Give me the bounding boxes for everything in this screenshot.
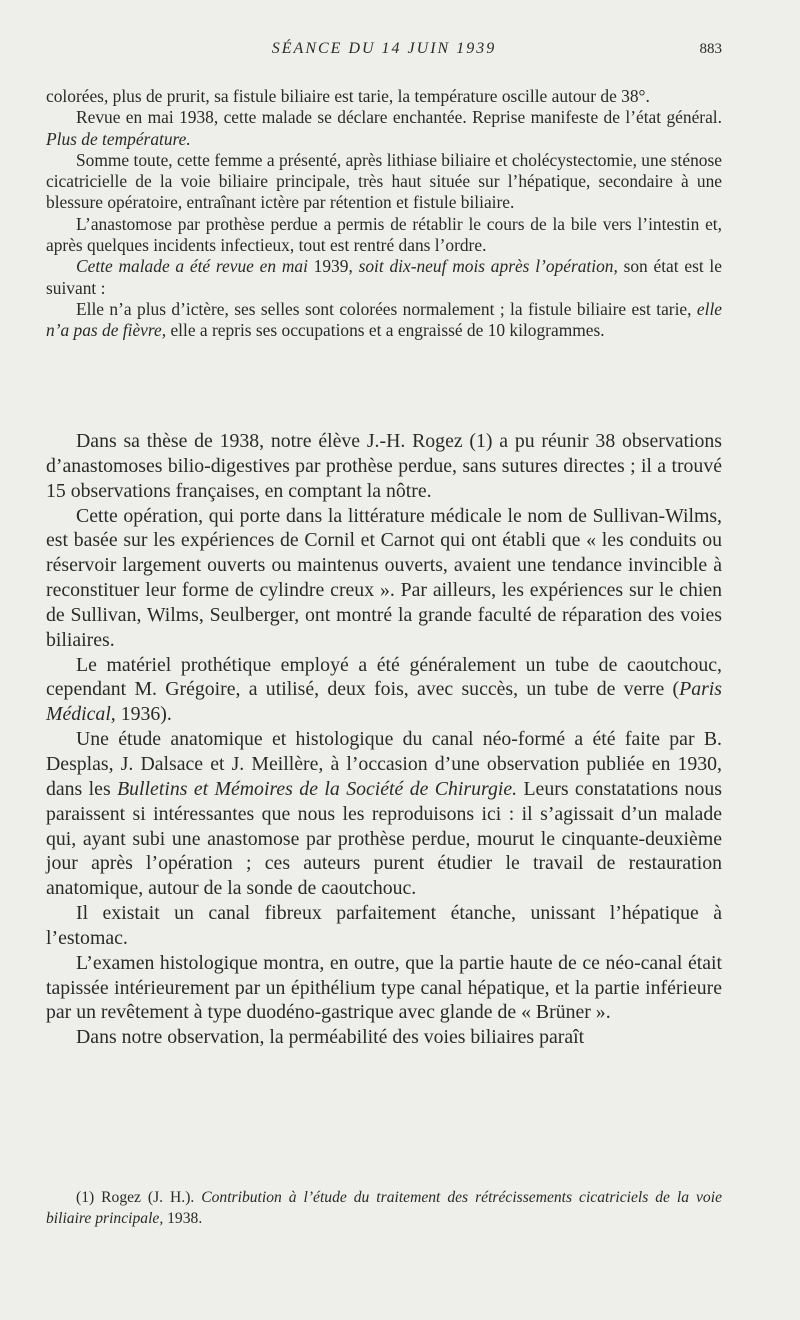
- paragraph: Dans sa thèse de 1938, notre élève J.-H. Rogez (1) a pu réunir 38 observations d’anastomoses bilio-digestives par prothèse perdue, sans sutures directes ; il a trouvé 15 observations françaises, en comptant la nôtre.: [46, 430, 722, 502]
- text-span: 1936).: [115, 703, 172, 726]
- paragraph: Cette opération, qui porte dans la littérature médicale le nom de Sullivan-Wilms, est basée sur les expériences de Cornil et Carnot qui ont établi que « les conduits ou réservoir largement ouverts ou maintenus ouverts, avaient une tendance invincible à reconstituer leur forme de cylindre creux ». Par ailleurs, les expériences sur le chien de Sullivan, Wilms, Seulberger, ont montré la grande faculté de réparation des voies biliaires.: [46, 504, 722, 651]
- text-span: 1939,: [307, 256, 359, 277]
- italic-span: Contribution à l’étude du traitement des rétrécissements cicatriciels de la voie biliaire principale,: [46, 1189, 722, 1227]
- paragraph: Il existait un canal fibreux parfaitement étanche, unissant l’hépatique à l’estomac.: [46, 902, 722, 949]
- italic-span: elle n’a pas de fièvre,: [46, 298, 722, 341]
- page-number: 883: [699, 41, 722, 57]
- italic-span: Paris Médical,: [46, 678, 722, 726]
- paragraph: [46, 107, 722, 150]
- paragraph: [46, 653, 722, 728]
- discussion-section: [46, 429, 722, 1050]
- text-span: Une étude anatomique et histologique du canal néo-formé a été faite par B. Desplas, J. Dalsace et J. Meillère, à l’occasion d’une observation publiée en 1930, dans les: [46, 728, 722, 800]
- footnote-text: [46, 1187, 722, 1229]
- footnote: [46, 1187, 722, 1229]
- text-span: son état est le suivant :: [46, 256, 722, 298]
- page-header: [46, 40, 722, 64]
- paragraph: colorées, plus de prurit, sa fistule biliaire est tarie, la température oscille autour de 38°.: [46, 86, 650, 106]
- text-span: Le matériel prothétique employé a été généralement un tube de caoutchouc, cependant M. Grégoire, a utilisé, deux fois, avec succès, un tube de verre (: [46, 653, 722, 701]
- italic-span: Bulletins et Mémoires de la Société de Chirurgie.: [117, 777, 518, 800]
- italic-span: Cette malade a été revue en mai: [76, 256, 308, 277]
- paragraph: Somme toute, cette femme a présenté, après lithiase biliaire et cholécystectomie, une sténose cicatricielle de la voie biliaire principale, très haut située sur l’hépatique, secondaire à une blessure opératoire, entraînant ictère par rétention et fistule biliaire.: [46, 149, 722, 213]
- italic-span: Plus de température.: [46, 128, 191, 149]
- italic-span: soit dix-neuf mois après l’opération,: [358, 256, 618, 277]
- paragraph: L’anastomose par prothèse perdue a permis de rétablir le cours de la bile vers l’intestin et, après quelques incidents infectieux, tout est rentré dans l’ordre.: [46, 213, 722, 256]
- paragraph: [46, 299, 722, 342]
- paragraph: L’examen histologique montra, en outre, que la partie haute de ce néo-canal était tapissée intérieurement par un épithélium type canal hépatique, et la partie inférieure par un revêtement à type duodéno-gastrique avec glande de « Brüner ».: [46, 951, 722, 1024]
- text-span: Elle n’a plus d’ictère, ses selles sont colorées normalement ; la fistule biliaire est tarie,: [76, 298, 697, 319]
- text-span: elle a repris ses occupations et a engraissé de 10 kilogrammes.: [166, 320, 605, 341]
- paragraph: Dans notre observation, la perméabilité des voies biliaires paraît: [76, 1026, 585, 1049]
- text-span: 1938.: [163, 1210, 203, 1227]
- paragraph: [46, 256, 722, 299]
- paragraph: [46, 727, 722, 901]
- text-span: Leurs constatations nous paraissent si intéressantes que nous les reproduisons ici : il s’agissait d’un malade qui, ayant subi une anastomose par prothèse perdue, mourut le cinquante-deuxième jour après l’opération ; ces auteurs purent étudier le travail de restauration anatomique, autour de la sonde de caoutchouc.: [46, 777, 723, 900]
- running-title: SÉANCE DU 14 JUIN 1939: [271, 40, 497, 57]
- text-span: Revue en mai 1938, cette malade se déclare enchantée. Reprise manifeste de l’état général.: [76, 107, 722, 128]
- case-report-section: [46, 86, 722, 342]
- text-span: (1) Rogez (J. H.).: [76, 1189, 202, 1206]
